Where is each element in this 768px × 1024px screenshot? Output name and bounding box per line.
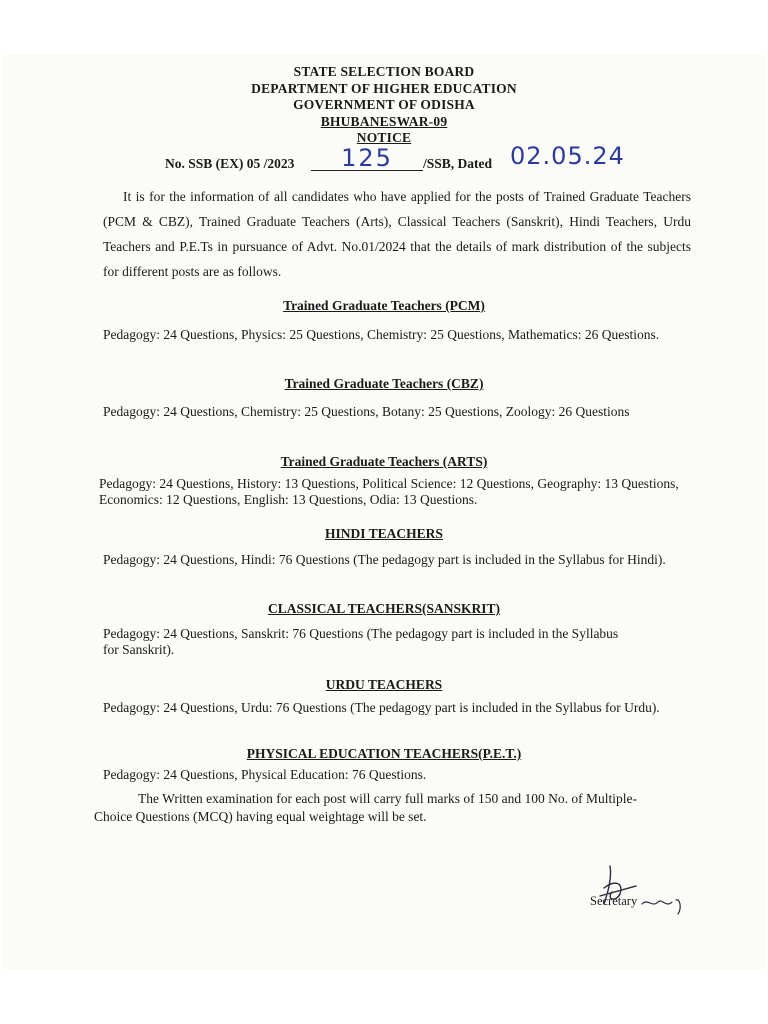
section-heading-sanskrit: CLASSICAL TEACHERS(SANSKRIT) (268, 601, 500, 616)
section-heading-hindi: HINDI TEACHERS (325, 526, 443, 541)
header-department: DEPARTMENT OF HIGHER EDUCATION (251, 80, 517, 96)
section-heading-tgt-arts: Trained Graduate Teachers (ARTS) (280, 454, 488, 469)
signature-label: Secretary (590, 894, 638, 908)
reference-prefix: No. SSB (EX) 05 /2023 (165, 156, 295, 171)
section-heading-tgt-pcm: Trained Graduate Teachers (PCM) (283, 298, 485, 313)
notice-header (0, 64, 768, 147)
section-body-tgt-arts: Pedagogy: 24 Questions, History: 13 Questions, Political Science: 12 Questions, Geography: 13 Questions, Economics: 12 Questions, English: 13 Questions, Odia: 13 Questions. (99, 476, 679, 507)
intro-paragraph: It is for the information of all candidates who have applied for the posts of Trained Graduate Teachers (PCM & CBZ), Trained Graduate Teachers (Arts), Classical Teachers (Sanskrit), Hindi Teachers, Urdu Teachers and P.E.Ts in pursuance of Advt. No.01/2024 that the details of mark distribution of the subjects for different posts are as follows. (103, 189, 691, 279)
header-city: BHUBANESWAR-09 (320, 113, 448, 129)
section-heading-pet: PHYSICAL EDUCATION TEACHERS(P.E.T.) (246, 746, 522, 761)
reference-line (165, 142, 725, 174)
signature-mark (590, 858, 700, 918)
section-body-sanskrit: Pedagogy: 24 Questions, Sanskrit: 76 Questions (The pedagogy part is included in the Syllabus for Sanskrit). (103, 626, 619, 657)
section-heading-tgt-cbz: Trained Graduate Teachers (CBZ) (284, 376, 484, 391)
reference-middle: /SSB, Dated (423, 156, 493, 171)
header-notice: NOTICE (356, 130, 412, 145)
header-government: GOVERNMENT OF ODISHA (293, 97, 475, 112)
section-body-urdu: Pedagogy: 24 Questions, Urdu: 76 Questions (The pedagogy part is included in the Syllabus for Urdu). (103, 700, 660, 715)
header-board: STATE SELECTION BOARD (293, 64, 475, 79)
section-heading-urdu: URDU TEACHERS (325, 677, 443, 692)
reference-date: 02.05.24 (510, 142, 625, 170)
reference-number: 125 (311, 146, 423, 171)
section-body-tgt-cbz: Pedagogy: 24 Questions, Chemistry: 25 Questions, Botany: 25 Questions, Zoology: 26 Questions (103, 404, 630, 419)
closing-paragraph: The Written examination for each post will carry full marks of 150 and 100 No. of Multiple-Choice Questions (MCQ) having equal weightage will be set. (94, 791, 637, 824)
section-body-hindi: Pedagogy: 24 Questions, Hindi: 76 Questions (The pedagogy part is included in the Syllabus for Hindi). (103, 552, 666, 567)
section-body-tgt-pcm: Pedagogy: 24 Questions, Physics: 25 Questions, Chemistry: 25 Questions, Mathematics: 26 Questions. (103, 327, 660, 342)
section-body-pet: Pedagogy: 24 Questions, Physical Education: 76 Questions. (103, 767, 427, 782)
